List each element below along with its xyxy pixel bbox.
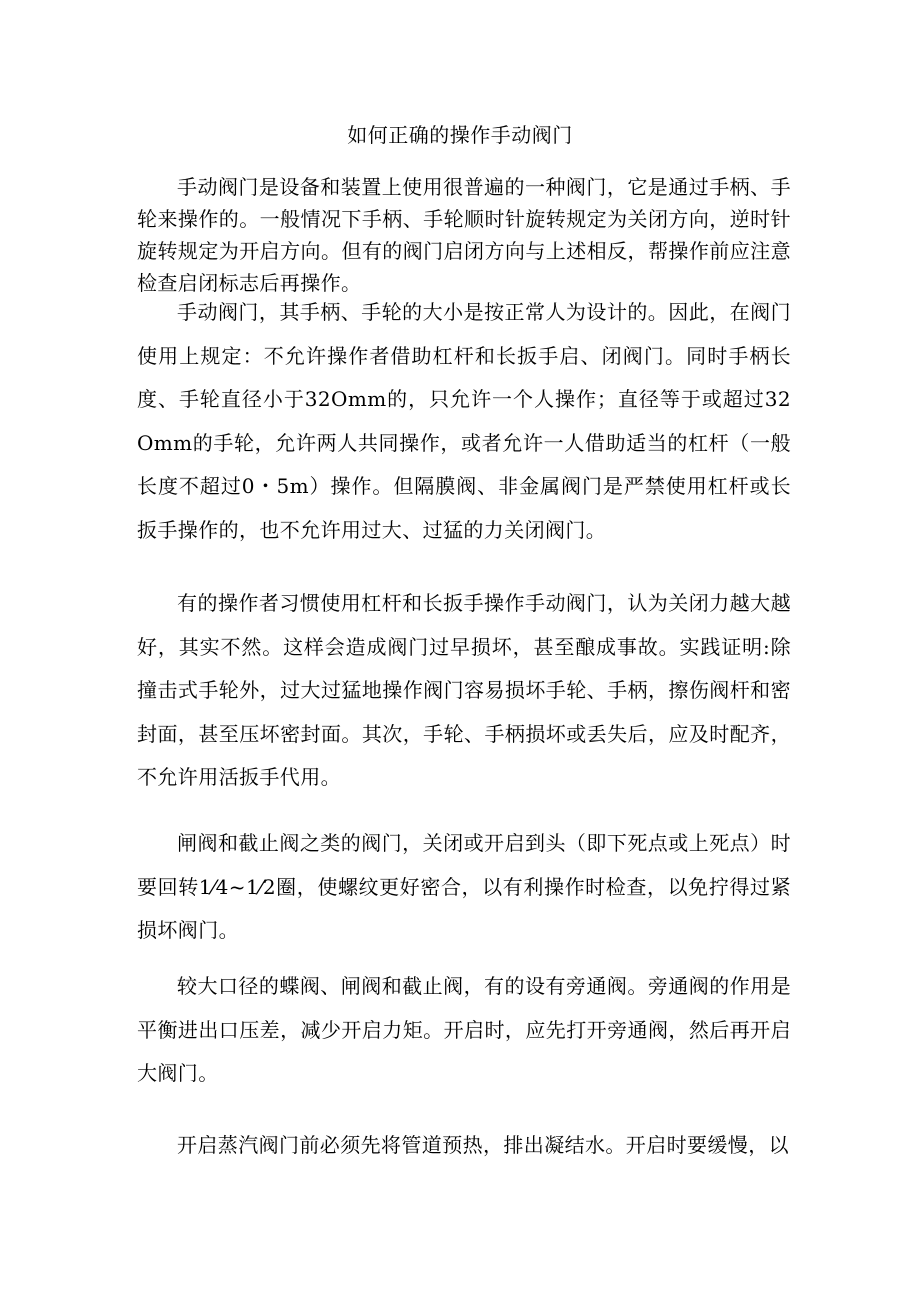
paragraph-valve-operation-direction: 手动阀门是设备和装置上使用很普遍的一种阀门，它是通过手柄、手轮来操作的。一般情况下手柄、手轮顺时针旋转规定为关闭方向，逆时针旋转规定为开启方向。但有的阀门启闭方向与上述相反，帮操作前应注意检查启闭标志后再操作。 [137,175,791,295]
paragraph-bypass-valve: 较大口径的蝶阀、闸阀和截止阀，有的设有旁通阀。旁通阀的作用是平衡进出口压差，减少开启力矩。开启时，应先打开旁通阀，然后再开启大阀门。 [137,974,791,1085]
paragraph-lever-misuse: 有的操作者习惯使用杠杆和长扳手操作手动阀门，认为关闭力越大越好，其实不然。这样会造成阀门过早损坏，甚至酿成事故。实践证明:除撞击式手轮外，过大过猛地操作阀门容易损坏手轮、手柄，擦伤阀杆和密封面，甚至压坏密封面。其次，手轮、手柄损坏或丢失后，应及时配齐，不允许用活扳手代用。 [137,591,791,789]
paragraph-gate-globe-turnback: 闸阀和截止阀之类的阀门，关闭或开启到头（即下死点或上死点）时要回转1⁄4~1⁄2圈，使螺纹更好密合，以有利操作时检查，以免拧得过紧损坏阀门。 [137,831,791,942]
page-title: 如何正确的操作手动阀门 [347,123,573,147]
paragraph-handle-size-rules: 手动阀门，其手柄、手轮的大小是按正常人为设计的。因此，在阀门使用上规定：不允许操作者借助杠杆和长扳手启、闭阀门。同时手柄长度、手轮直径小于32Omm的，只允许一个人操作；直径等于或超过32Omm的手轮，允许两人共同操作，或者允许一人借助适当的杠杆（一般长度不超过0・5m）操作。但隔膜阀、非金属阀门是严禁使用杠杆或长扳手操作的，也不允许用过大、过猛的力关闭阀门。 [137,300,791,542]
paragraph-steam-valve: 开启蒸汽阀门前必须先将管道预热，排出凝结水。开启时要缓慢，以 [177,1133,789,1157]
